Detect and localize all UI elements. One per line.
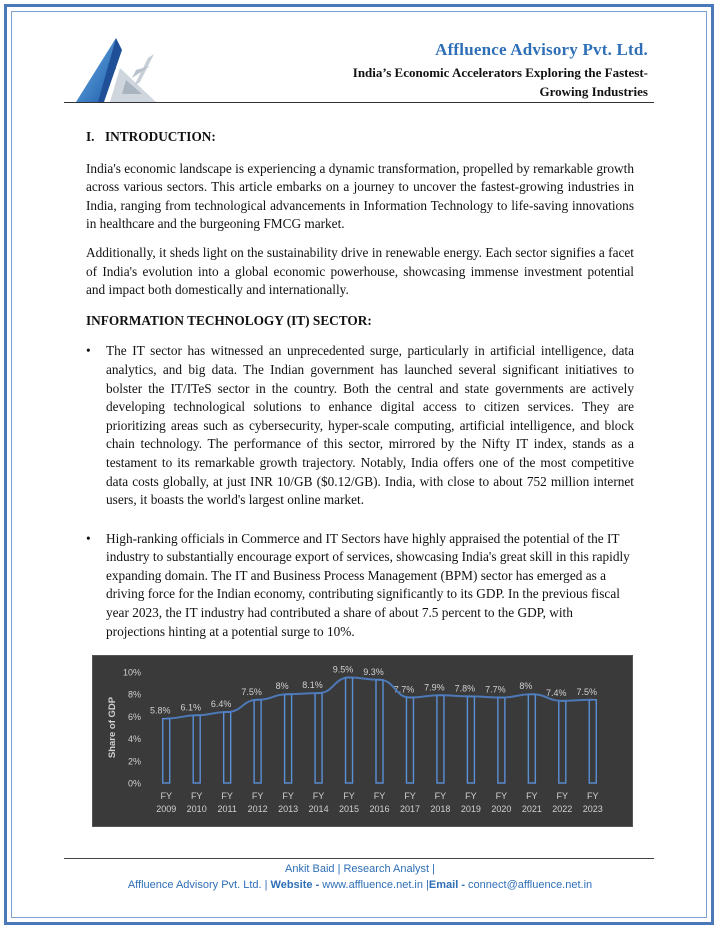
- bar: [376, 680, 383, 783]
- bar: [193, 715, 200, 783]
- x-tick-label: 2014: [308, 804, 329, 814]
- email-label: Email -: [428, 879, 469, 891]
- x-tick-label: FY: [495, 791, 508, 801]
- bar: [467, 696, 474, 783]
- x-tick-label: FY: [190, 791, 203, 801]
- x-tick-label: 2018: [430, 804, 451, 814]
- website-label: Website -: [270, 879, 323, 891]
- data-label: 7.8%: [454, 683, 476, 694]
- bar: [254, 700, 261, 783]
- data-label: 7.4%: [546, 687, 567, 698]
- data-label: 7.5%: [576, 686, 598, 697]
- x-tick-label: 2020: [491, 804, 512, 814]
- y-tick-label: 2%: [127, 756, 141, 767]
- data-label: 8.1%: [302, 680, 323, 691]
- bullet-icon: •: [86, 343, 91, 359]
- data-label: 5.8%: [149, 705, 171, 716]
- data-label: 7.7%: [485, 684, 506, 695]
- x-tick-label: FY: [251, 791, 264, 801]
- y-tick-label: 0%: [127, 778, 141, 789]
- intro-paragraph-1: India's economic landscape is experiencing a dynamic transformation, propelled by remarkable growth across various sectors. This article embarks on a journey to uncover the fastest-growing industries in India, ranging from technological advancements in Information Technology to life-saving innovations in healthcare and the burgeoning FMCG market.: [86, 160, 634, 232]
- x-tick-label: FY: [343, 791, 355, 801]
- data-label: 9.5%: [332, 664, 354, 675]
- x-tick-label: FY: [160, 791, 172, 801]
- list-item: [86, 342, 634, 509]
- bar: [315, 693, 322, 783]
- x-tick-label: 2010: [186, 804, 207, 814]
- x-tick-label: FY: [465, 791, 477, 801]
- footer-separator: |: [423, 879, 429, 891]
- it-sector-heading: INFORMATION TECHNOLOGY (IT) SECTOR:: [86, 312, 372, 328]
- document-subtitle: India’s Economic Accelerators Exploring the Fastest-Growing Industries: [352, 65, 648, 99]
- website-link[interactable]: www.affluence.net.in: [322, 879, 423, 891]
- company-name: Affluence Advisory Pvt. Ltd.: [435, 40, 648, 59]
- x-tick-label: 2022: [552, 804, 573, 814]
- triangle-logo-icon: [70, 36, 162, 106]
- y-tick-label: 8%: [127, 689, 141, 700]
- x-tick-label: FY: [434, 791, 447, 801]
- section-title: INTRODUCTION:: [105, 129, 216, 144]
- bar: [559, 701, 566, 783]
- x-tick-label: FY: [556, 791, 569, 801]
- bar: [437, 695, 444, 783]
- bar: [528, 694, 535, 783]
- list-item: [86, 530, 634, 642]
- footer-company: Affluence Advisory Pvt. Ltd. |: [127, 879, 271, 891]
- y-tick-label: 6%: [127, 711, 141, 722]
- data-label: 7.9%: [424, 682, 445, 693]
- bar: [406, 698, 413, 783]
- y-tick-label: 4%: [127, 734, 141, 745]
- bullet-text-2: High-ranking officials in Commerce and IT Sectors have highly appraised the potential of the IT industry to substantially encourage export of services, showcasing India's great skill in this rapidly expanding domain. The IT and Business Process Management (BPM) sector has emerged as a driving force for the Indian economy, contributing significantly to its GDP. In the previous fiscal year 2023, the IT industry had contributed a share of about 7.5 percent to the GDP, with projections hinting at a potential surge to 10%.: [106, 530, 630, 639]
- x-tick-label: 2012: [247, 804, 268, 814]
- bar: [498, 698, 505, 783]
- email-link[interactable]: connect@affluence.net.in: [468, 879, 593, 891]
- x-tick-label: 2019: [460, 804, 481, 814]
- x-tick-label: FY: [221, 791, 233, 801]
- bullet-text-1: The IT sector has witnessed an unprecedented surge, particularly in artificial intelligence, data analytics, and big data. The Indian government has launched several significant initiatives to bolster the IT/ITeS sector in the country. Both the central and state governments are actively developing technological solutions to enhance digital access to citizen services. They are prioritizing areas such as cybersecurity, hyper-scale computing, artificial intelligence, and block chain technology. The performance of this sector, mirrored by the Nifty IT index, stands as a testament to its remarkable growth trajectory. Notably, India offers one of the most competitive data costs globally, at just INR 10/GB ($0.12/GB). India, with close to about 752 million internet users, it boasts the world's largest online market.: [106, 343, 634, 508]
- footer-author: Ankit Baid | Research Analyst |: [284, 863, 435, 875]
- x-tick-label: 2021: [521, 804, 542, 814]
- x-tick-label: 2011: [217, 804, 237, 814]
- x-tick-label: FY: [312, 791, 325, 801]
- x-tick-label: 2023: [582, 804, 603, 814]
- x-tick-label: FY: [282, 791, 294, 801]
- document-body: [86, 128, 634, 661]
- bar: [224, 712, 231, 783]
- intro-paragraph-2: Additionally, it sheds light on the sustainability drive in renewable energy. Each sector signifies a facet of India's evolution into a global economic powerhouse, showcasing immense investment potential and impact both domestically and internationally.: [86, 244, 634, 298]
- footer-divider: [64, 858, 654, 859]
- header-divider: [64, 102, 654, 103]
- bar: [163, 719, 170, 783]
- gdp-share-bar-chart: [92, 655, 633, 827]
- bar: [346, 678, 353, 783]
- data-label: 7.7%: [393, 684, 415, 695]
- y-tick-label: 10%: [122, 667, 141, 678]
- data-label: 8%: [519, 681, 533, 692]
- x-tick-label: 2013: [278, 804, 299, 814]
- x-tick-label: FY: [526, 791, 538, 801]
- bullet-icon: •: [86, 530, 91, 546]
- x-tick-label: 2015: [339, 804, 360, 814]
- bar: [589, 700, 596, 783]
- x-tick-label: FY: [404, 791, 416, 801]
- data-label: 7.5%: [241, 686, 262, 697]
- data-label: 6.4%: [210, 698, 232, 709]
- y-axis-label: Share of GDP: [107, 696, 118, 759]
- x-tick-label: 2016: [369, 804, 390, 814]
- bar: [285, 694, 292, 783]
- x-tick-label: 2009: [156, 804, 177, 814]
- x-tick-label: 2017: [399, 804, 420, 814]
- footer-contact: [0, 879, 720, 891]
- x-tick-label: FY: [587, 791, 599, 801]
- x-tick-label: FY: [373, 791, 386, 801]
- data-label: 8%: [275, 681, 289, 692]
- intro-heading: [86, 128, 634, 147]
- data-label: 9.3%: [363, 666, 384, 677]
- section-number: I.: [86, 129, 95, 144]
- data-label: 6.1%: [180, 702, 201, 713]
